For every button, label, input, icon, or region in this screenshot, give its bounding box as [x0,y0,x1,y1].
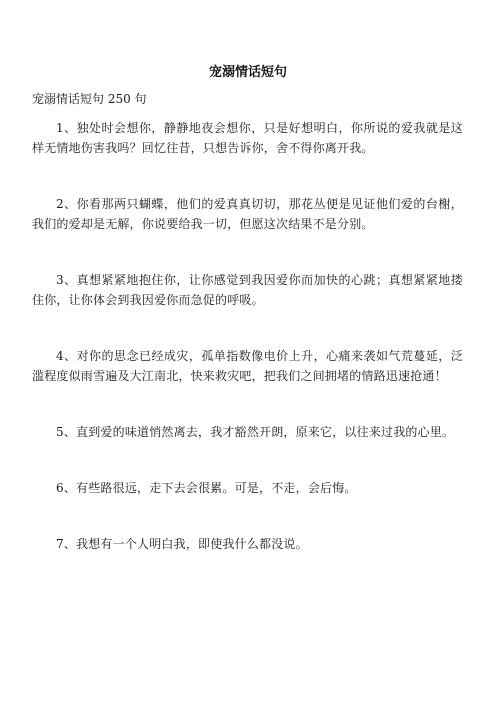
paragraph-5: 5、直到爱的味道悄然离去，我才豁然开朗，原来它，以往来过我的心里。 [56,425,455,439]
paragraph-3: 3、真想紧紧地抱住你，让你感觉到我因爱你而加快的心跳；真想紧紧地搂住你，让你体会到我因爱你而急促的呼吸。 [32,273,463,307]
document-title: 宠溺情话短句 [208,65,287,80]
paragraph-2: 2、你看那两只蝴蝶，他们的爱真真切切，那花丛便是见证他们爱的台榭，我们的爱却是无解，你说要给我一切，但愿这次结果不是分别。 [32,197,463,231]
paragraph-6: 6、有些路很远，走下去会很累。可是，不走，会后悔。 [56,481,357,495]
paragraph-1: 1、独处时会想你，静静地夜会想你，只是好想明白，你所说的爱我就是这样无情地伤害我吗？回忆往昔，只想告诉你，舍不得你离开我。 [32,121,463,155]
paragraph-7: 7、我想有一个人明白我，即使我什么都没说。 [56,537,308,551]
document-subtitle: 宠溺情话短句 250 句 [32,92,147,106]
paragraph-4: 4、对你的思念已经成灾，孤单指数像电价上升，心痛来袭如气荒蔓延，泛滥程度似雨雪遍及大江南北，快来救灾吧，把我们之间拥堵的情路迅速抢通！ [32,349,463,383]
document-body [32,118,463,590]
